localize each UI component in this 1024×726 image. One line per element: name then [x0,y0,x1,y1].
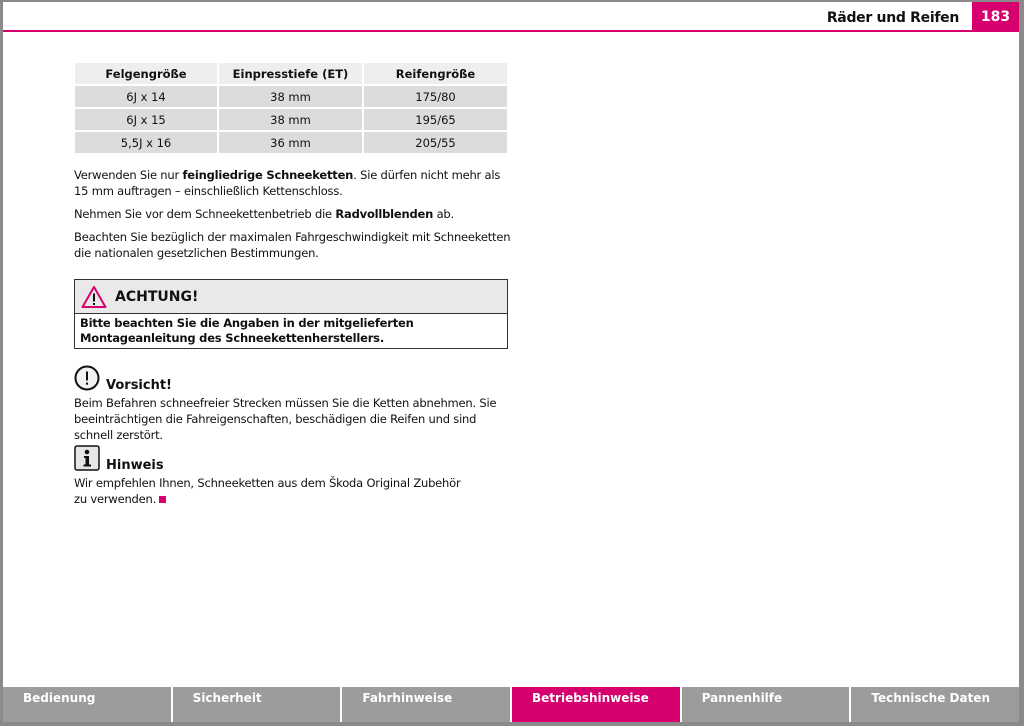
text-run: Verwenden Sie nur [74,168,183,182]
hint-title: Hinweis [106,458,164,473]
text-run: . Sie dürfen nicht mehr als 15 mm auftragen – einschließlich Kettenschloss. [74,168,501,198]
table-header-row [75,63,507,86]
caution-text: Beim Befahren schneefreier Strecken müssen Sie die Ketten abnehmen. Sie beeinträchtigen die Fahreigenschaften, beschädigen die Reifen und sind schnell zerstört. [74,396,497,442]
column-header: Reifengröße [364,63,507,86]
section-title: Räder und Reifen [826,10,959,26]
warning-header [75,280,507,314]
nav-tab-pannenhilfe[interactable]: Pannenhilfe [682,687,852,722]
text-run: ab. [433,207,454,221]
caution-title: Vorsicht! [106,378,172,393]
warning-triangle-icon [81,285,107,309]
exclamation-circle-icon [74,365,100,391]
warning-text: Bitte beachten Sie die Angaben in der mitgelieferten Montageanleitung des Schneekettenherstellers. [80,316,414,345]
nav-tab-sicherheit[interactable]: Sicherheit [173,687,343,722]
table-row [75,132,507,155]
table-row [75,86,507,109]
warning-box [74,279,508,349]
table-cell: 205/55 [364,132,507,155]
table-row [75,109,507,132]
caution-header [74,365,172,391]
nav-tab-betriebshinweise[interactable]: Betriebshinweise [512,687,682,722]
table-cell: 6J x 15 [75,109,219,132]
nav-tab-bedienung[interactable]: Bedienung [3,687,173,722]
emphasis-text: Radvollblenden [335,207,434,221]
manual-page [3,2,1019,722]
header-divider [3,30,1019,32]
nav-tab-fahrhinweise[interactable]: Fahrhinweise [342,687,512,722]
paragraph-speed-limit: Beachten Sie bezüglich der maximalen Fahrgeschwindigkeit mit Schneeketten die nationalen gesetzlichen Bestimmungen. [74,230,511,260]
emphasis-text: feingliedrige Schneeketten [182,168,354,182]
table-cell: 5,5J x 16 [75,132,219,155]
table-cell: 195/65 [364,109,507,132]
text-run: Nehmen Sie vor dem Schneekettenbetrieb die [74,207,336,221]
column-header: Felgengröße [75,63,219,86]
table-cell: 36 mm [219,132,364,155]
nav-tab-technische-daten[interactable]: Technische Daten [871,691,990,705]
paragraph-chain-type [74,167,514,199]
table-cell: 6J x 14 [75,86,219,109]
chapter-navigation [3,687,1019,722]
table-cell: 38 mm [219,86,364,109]
warning-title: ACHTUNG! [115,288,199,305]
info-icon [74,445,100,471]
hint-paragraph [74,475,474,507]
hint-header [74,445,164,471]
page-number: 183 [972,2,1019,32]
column-header: Einpresstiefe (ET) [219,63,364,86]
hint-text: Wir empfehlen Ihnen, Schneeketten aus dem Škoda Original Zubehör zu verwenden. [74,476,461,506]
table-cell: 175/80 [364,86,507,109]
paragraph-wheel-covers [74,206,514,222]
table-cell: 38 mm [219,109,364,132]
section-end-marker [159,496,166,503]
wheel-spec-table [75,63,507,155]
